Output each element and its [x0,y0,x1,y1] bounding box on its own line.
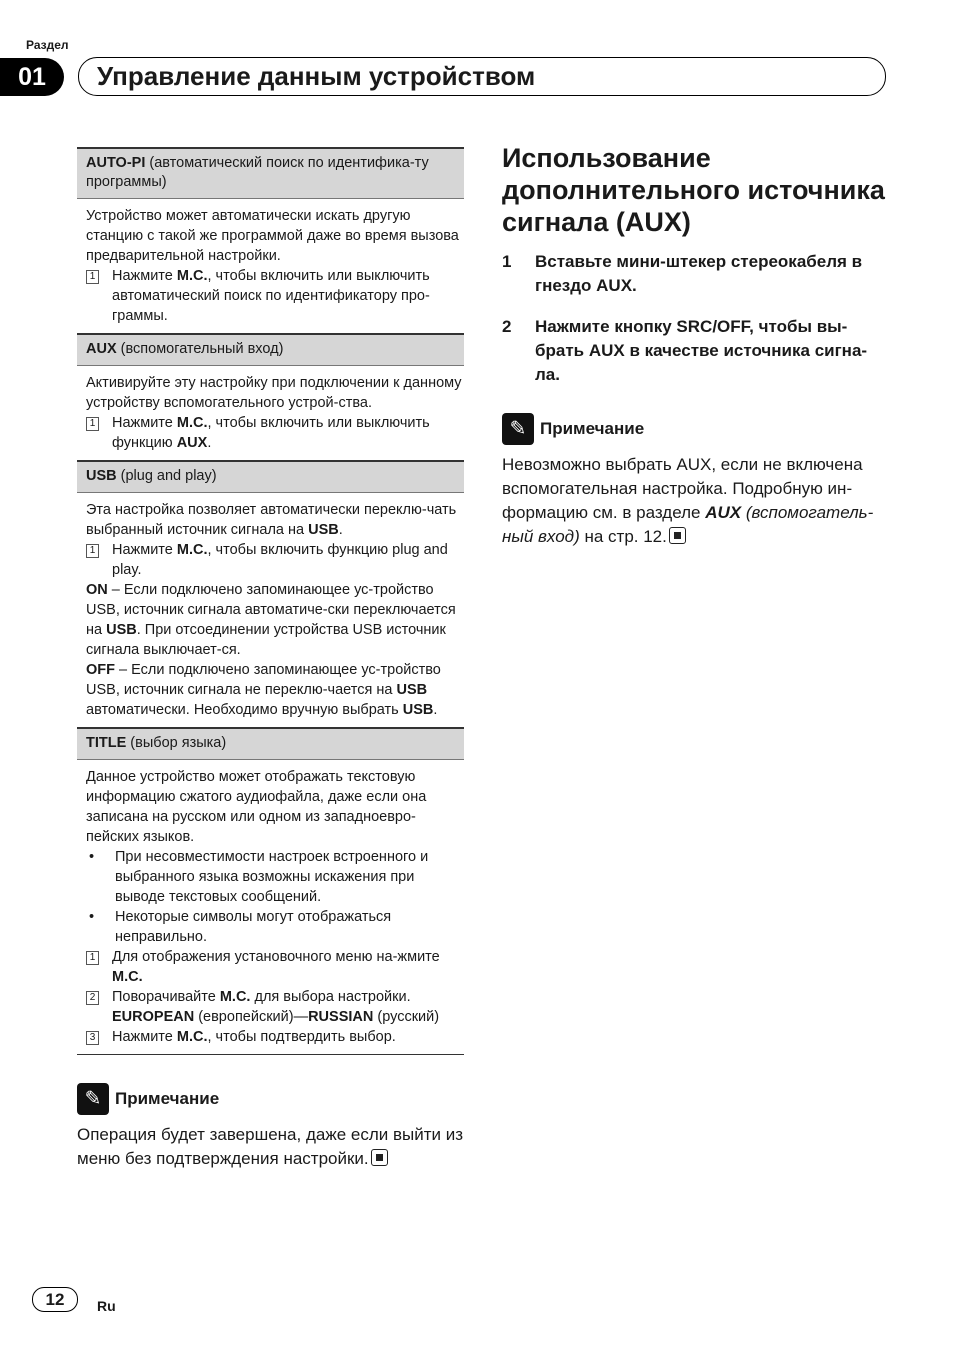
usb-description [86,500,464,540]
option-text: (европейский)— [194,1009,309,1025]
page-number: 12 [32,1287,78,1312]
option-russian: RUSSIAN [308,1009,374,1025]
aux-usage-column [502,142,888,549]
title-bullet-2 [86,907,464,947]
desc-text: . [338,522,343,538]
step-text: Нажмите кнопку SRC/OFF, чтобы вы-брать AUX в качестве источника сигна-ла. [535,317,868,384]
step-text: Нажмите [112,415,177,431]
bullet-icon: • [89,909,95,925]
step-number: 2 [502,317,512,336]
function-name: AUX [176,435,208,451]
reference-italic: (вспомогатель-ный вход) [502,503,874,546]
autopi-step [86,266,464,326]
bullet-text: Некоторые символы могут отображаться неправильно. [115,909,392,945]
source-name: USB [396,682,428,698]
source-name: USB [106,622,137,638]
step-text: Для отображения установочного меню на-жмите [112,949,440,965]
step-text: , чтобы включить или выключить автоматический поиск по идентификатору про-граммы. [112,268,430,324]
autopi-name: AUTO-PI [86,155,146,171]
step-number: 1 [502,252,512,271]
bullet-icon: • [89,849,95,865]
step-text: . [207,435,212,451]
chapter-number: 01 [0,58,64,96]
option-text: . При отсоединении устройства USB источник сигнала выключает-ся. [86,622,446,658]
step-text: Нажмите [112,542,177,558]
reference-bold: AUX [705,503,742,522]
step-number-1: 1 [86,270,99,284]
note-body: Невозможно выбрать AUX, если не включена вспомогательная настройка. Подробную ин-формацию см. в разделе [502,455,863,522]
title-body [77,760,464,1054]
button-name: M.C. [112,969,143,985]
usb-desc-head: (plug and play) [116,468,217,484]
language-code: Ru [97,1298,116,1314]
title-name: TITLE [86,735,127,751]
step-text: Нажмите [112,1029,177,1045]
title-step-3 [86,1027,464,1047]
aux-description: Активируйте эту настройку при подключении к данному устройству вспомогательного устрой-ства. [86,375,462,411]
title-heading [77,727,464,760]
aux-body [77,366,464,460]
step-text: для выбора настройки. [250,989,411,1005]
pencil-note-icon: ✎ [502,413,534,445]
pencil-note-icon: ✎ [77,1083,109,1115]
button-name: M.C. [176,268,208,284]
usb-heading [77,460,464,493]
autopi-body [77,199,464,333]
autopi-desc-head: (автоматический поиск по идентифика-ту программы) [86,155,429,190]
title-desc-head: (выбор языка) [126,735,227,751]
usb-name: USB [86,468,117,484]
autopi-description: Устройство может автоматически искать другую станцию с такой же программой даже во время вызова предварительной настройки. [86,208,459,264]
option-european: EUROPEAN [112,1009,195,1025]
button-name: M.C. [176,415,208,431]
table-end-rule [77,1054,464,1055]
step-text: Вставьте мини-штекер стереокабеля в гнездо AUX. [535,252,863,295]
button-name: M.C. [219,989,251,1005]
note-left-header [77,1083,464,1115]
step-number-1: 1 [86,951,99,965]
aux-usage-title: Использование дополнительного источника сигнала (AUX) [502,143,885,237]
desc-text: Эта настройка позволяет автоматически переклю-чать выбранный источник сигнала на [86,502,457,538]
chapter-title: Управление данным устройством [78,57,886,96]
step-text: , чтобы включить функцию plug and play. [112,542,448,578]
aux-usage-step-2 [502,315,888,387]
option-text: – Если подключено запоминающее ус-тройство USB, источник сигнала автоматиче-ски переключается на [86,582,456,638]
aux-heading [77,333,464,366]
note-label: Примечание [115,1089,220,1108]
button-name: M.C. [176,1029,208,1045]
aux-usage-step-1 [502,250,888,298]
usb-on-option [86,580,464,660]
end-mark-icon [669,527,686,544]
usb-body [77,493,464,727]
note-left-text [77,1123,464,1171]
title-step-2 [86,987,464,1027]
section-label: Раздел [26,38,69,52]
option-text: – Если подключено запоминающее ус-тройство USB, источник сигнала не переклю-чается на [86,662,441,698]
note-body: на стр. 12. [579,527,667,546]
title-description: Данное устройство может отображать текстовую информацию сжатого аудиофайла, даже если она записана на русском или одном из западноевро-пейских языков. [86,769,427,845]
note-right-header [502,413,888,445]
step-number-1: 1 [86,417,99,431]
usb-step [86,540,464,580]
note-body: Операция будет завершена, даже если выйти из меню без подтверждения настройки. [77,1125,464,1168]
note-right-text [502,453,888,549]
source-name: USB [308,522,339,538]
step-number-1: 1 [86,544,99,558]
option-text: . [433,702,438,718]
title-step-1 [86,947,464,987]
aux-name: AUX [86,341,117,357]
option-text: (русский) [373,1009,440,1025]
on-label: ON [86,582,108,598]
source-name: USB [402,702,434,718]
step-text: Нажмите [112,268,177,284]
step-number-3: 3 [86,1031,99,1045]
step-number-2: 2 [86,991,99,1005]
aux-step [86,413,464,453]
end-mark-icon [371,1149,388,1166]
step-text: Поворачивайте [112,989,220,1005]
bullet-text: При несовместимости настроек встроенного и выбранного языка возможны искажения при выводе текстовых сообщений. [115,849,429,905]
settings-column [77,147,464,1171]
note-label: Примечание [540,419,645,438]
step-text: , чтобы подтвердить выбор. [207,1029,396,1045]
autopi-heading [77,147,464,199]
usb-off-option [86,660,464,720]
title-bullet-1 [86,847,464,907]
aux-desc-head: (вспомогательный вход) [116,341,284,357]
option-text: автоматически. Необходимо вручную выбрать [86,702,403,718]
off-label: OFF [86,662,115,678]
button-name: M.C. [176,542,208,558]
step-text: , чтобы включить или выключить функцию [112,415,430,451]
